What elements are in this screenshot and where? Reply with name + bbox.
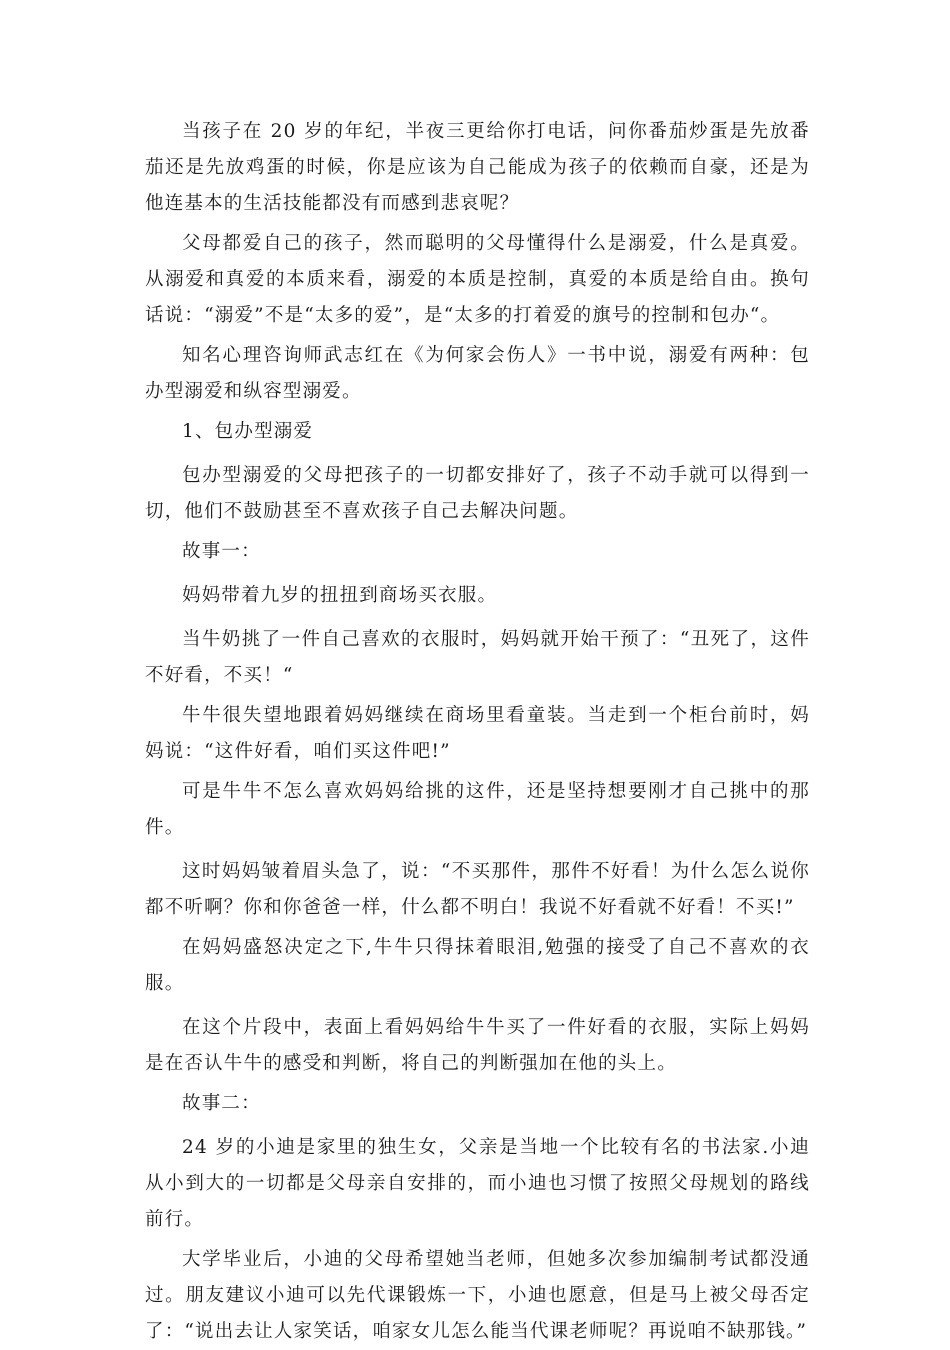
paragraph-two-types: 知名心理咨询师武志红在《为何家会伤人》一书中说，溺爱有两种：包办型溺爱和纵容型溺爱。 xyxy=(145,345,810,402)
story-one-line-4: 可是牛牛不怎么喜欢妈妈给挑的这件，还是坚持想要刚才自己挑中的那件。 xyxy=(145,781,810,838)
section-heading-type-1: 1、包办型溺爱 xyxy=(182,421,314,442)
paragraph-type-1-description: 包办型溺爱的父母把孩子的一切都安排好了，孩子不动手就可以得到一切，他们不鼓励甚至不喜欢孩子自己去解决问题。 xyxy=(145,465,810,522)
story-one-line-3: 牛牛很失望地跟着妈妈继续在商场里看童装。当走到一个柜台前时，妈妈说：“这件好看，咱们买这件吧!” xyxy=(145,705,810,762)
story-one-line-1: 妈妈带着九岁的扭扭到商场买衣服。 xyxy=(182,585,498,606)
story-one-line-6: 在妈妈盛怒决定之下,牛牛只得抹着眼泪,勉强的接受了自己不喜欢的衣服。 xyxy=(145,937,810,994)
story-two-line-1: 24 岁的小迪是家里的独生女，父亲是当地一个比较有名的书法家.小迪从小到大的一切都是父母亲自安排的，而小迪也习惯了按照父母规划的路线前行。 xyxy=(145,1137,810,1230)
story-one-analysis: 在这个片段中，表面上看妈妈给牛牛买了一件好看的衣服，实际上妈妈是在否认牛牛的感受和判断，将自己的判断强加在他的头上。 xyxy=(145,1017,810,1074)
story-one-line-2: 当牛奶挑了一件自己喜欢的衣服时，妈妈就开始干预了：“丑死了，这件不好看，不买！“ xyxy=(145,629,810,686)
paragraph-intro: 当孩子在 20 岁的年纪，半夜三更给你打电话，问你番茄炒蛋是先放番茄还是先放鸡蛋的时候，你是应该为自己能成为孩子的依赖而自豪，还是为他连基本的生活技能都没有而感到悲哀呢？ xyxy=(145,121,810,214)
story-two-line-2: 大学毕业后，小迪的父母希望她当老师，但她多次参加编制考试都没通过。朋友建议小迪可以先代课锻炼一下，小迪也愿意，但是马上被父母否定了：“说出去让人家笑话，咱家女儿怎么能当代课老师呢？再说咱不缺那钱。” xyxy=(145,1249,810,1342)
story-one-line-5: 这时妈妈皱着眉头急了，说：“不买那件，那件不好看！为什么怎么说你都不听啊？你和你爸爸一样，什么都不明白！我说不好看就不好看！不买!” xyxy=(145,861,810,918)
story-one-heading: 故事一： xyxy=(182,541,261,562)
story-two-heading: 故事二： xyxy=(182,1093,261,1114)
paragraph-true-love: 父母都爱自己的孩子，然而聪明的父母懂得什么是溺爱，什么是真爱。从溺爱和真爱的本质来看，溺爱的本质是控制，真爱的本质是给自由。换句话说：“溺爱”不是“太多的爱”，是“太多的打着爱的旗号的控制和包办“。 xyxy=(145,233,810,326)
